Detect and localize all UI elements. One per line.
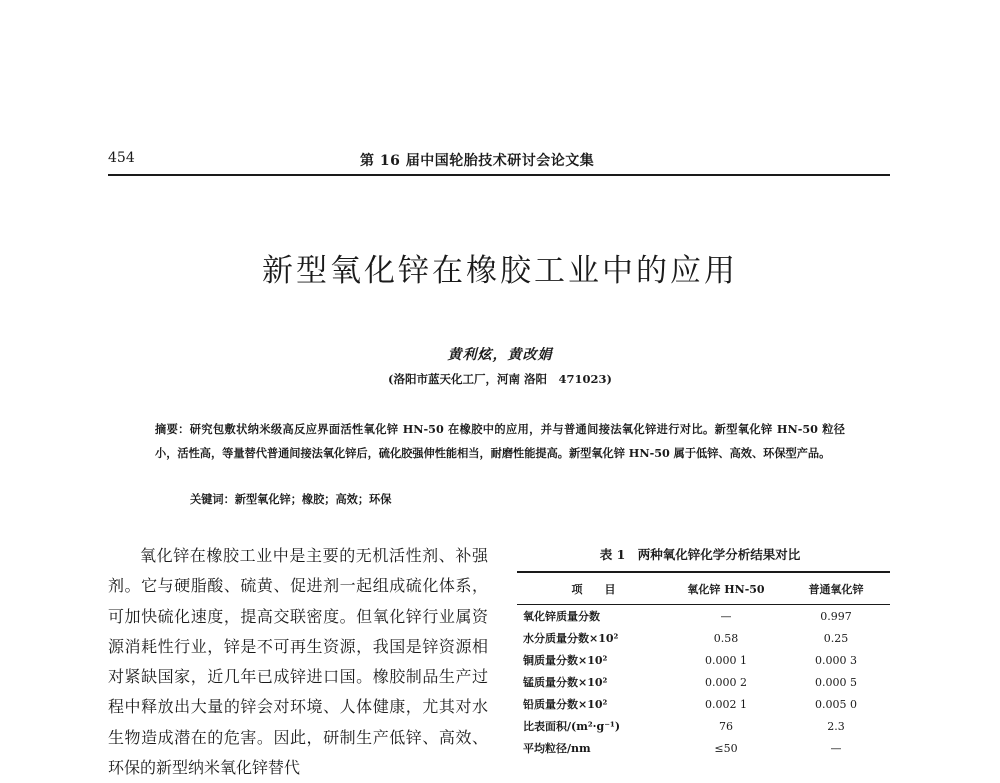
table-cell: 氧化锌质量分数 <box>523 610 600 623</box>
article-title: 新型氧化锌在橡胶工业中的应用 <box>262 253 738 289</box>
table-cell: 0.25 <box>823 631 849 645</box>
table-cell: 0.997 <box>820 609 852 623</box>
table-cell: 锰质量分数×10² <box>523 676 608 689</box>
table-caption: 表 1 两种氧化锌化学分析结果对比 <box>599 547 801 562</box>
table-cell: 铅质量分数×10² <box>523 698 608 711</box>
table-cell: 平均粒径/nm <box>523 742 591 755</box>
table-cell: 0.000 1 <box>705 653 747 667</box>
table-cell: 0.000 2 <box>705 675 747 689</box>
page-number: 454 <box>108 150 135 166</box>
body-paragraph: 氧化锌在橡胶工业中是主要的无机活性剂、补强剂。它与硬脂酸、硫黄、促进剂一起组成硫化体系，可加快硫化速度，提高交联密度。但氧化锌行业属资源消耗性行业，锌是不可再生资源，我国是锌资源相对紧缺国家，近几年已成锌进口国。橡胶制品生产过程中释放出大量的锌会对环境、人体健康，尤其对水生物造成潜在的危害。因此，研制生产低锌、高效、环保的新型纳米氧化锌替代 <box>108 546 488 778</box>
table-cell: 水分质量分数×10² <box>523 632 619 645</box>
table-row <box>517 693 890 715</box>
authors: 黄利炫，黄改娟 <box>447 347 553 363</box>
table-cell: 铜质量分数×10² <box>523 654 608 667</box>
table-row <box>517 737 890 759</box>
table-header-cell: 项 目 <box>517 572 670 605</box>
table-row <box>517 649 890 671</box>
table-cell: 0.000 5 <box>815 675 857 689</box>
table-cell: 比表面积/(m²·g⁻¹) <box>523 720 621 733</box>
table-header-row <box>517 572 890 605</box>
table-row <box>517 671 890 693</box>
abstract <box>155 417 845 465</box>
table-cell: 0.58 <box>713 631 739 645</box>
abstract-text: 研究包敷状纳米级高反应界面活性氧化锌 HN-50 在橡胶中的应用，并与普通间接法氧化锌进行对比。新型氧化锌 HN-50 粒径小，活性高，等量替代普通间接法氧化锌后，硫化胶强伸性能相当，耐磨性能提高。新型氧化锌 HN-50 属于低锌、高效、环保型产品。 <box>155 422 845 460</box>
table-row <box>517 605 890 628</box>
table-cell: 0.005 0 <box>815 697 857 711</box>
table-cell: 0.002 1 <box>705 697 747 711</box>
header-rule <box>108 174 890 176</box>
table-header-cell: 氧化锌 HN-50 <box>670 572 782 605</box>
table-row <box>517 715 890 737</box>
body-text <box>108 541 488 783</box>
running-title: 第 16 届中国轮胎技术研讨会论文集 <box>360 153 595 169</box>
table-cell: — <box>830 741 842 755</box>
table-cell: 2.3 <box>827 719 845 733</box>
table-row <box>517 627 890 649</box>
table-header-cell: 普通氧化锌 <box>782 572 890 605</box>
table-1 <box>517 571 890 759</box>
affiliation: (洛阳市蓝天化工厂，河南 洛阳 471023) <box>388 372 612 386</box>
table-cell: 0.000 3 <box>815 653 857 667</box>
abstract-label: 摘要： <box>155 422 190 436</box>
keywords <box>190 491 391 507</box>
keywords-text: 新型氧化锌；橡胶；高效；环保 <box>234 492 392 506</box>
table-cell: 76 <box>719 719 733 733</box>
keywords-label: 关键词： <box>190 492 235 506</box>
table-cell: ≤50 <box>714 741 738 755</box>
table-cell: — <box>720 609 732 623</box>
